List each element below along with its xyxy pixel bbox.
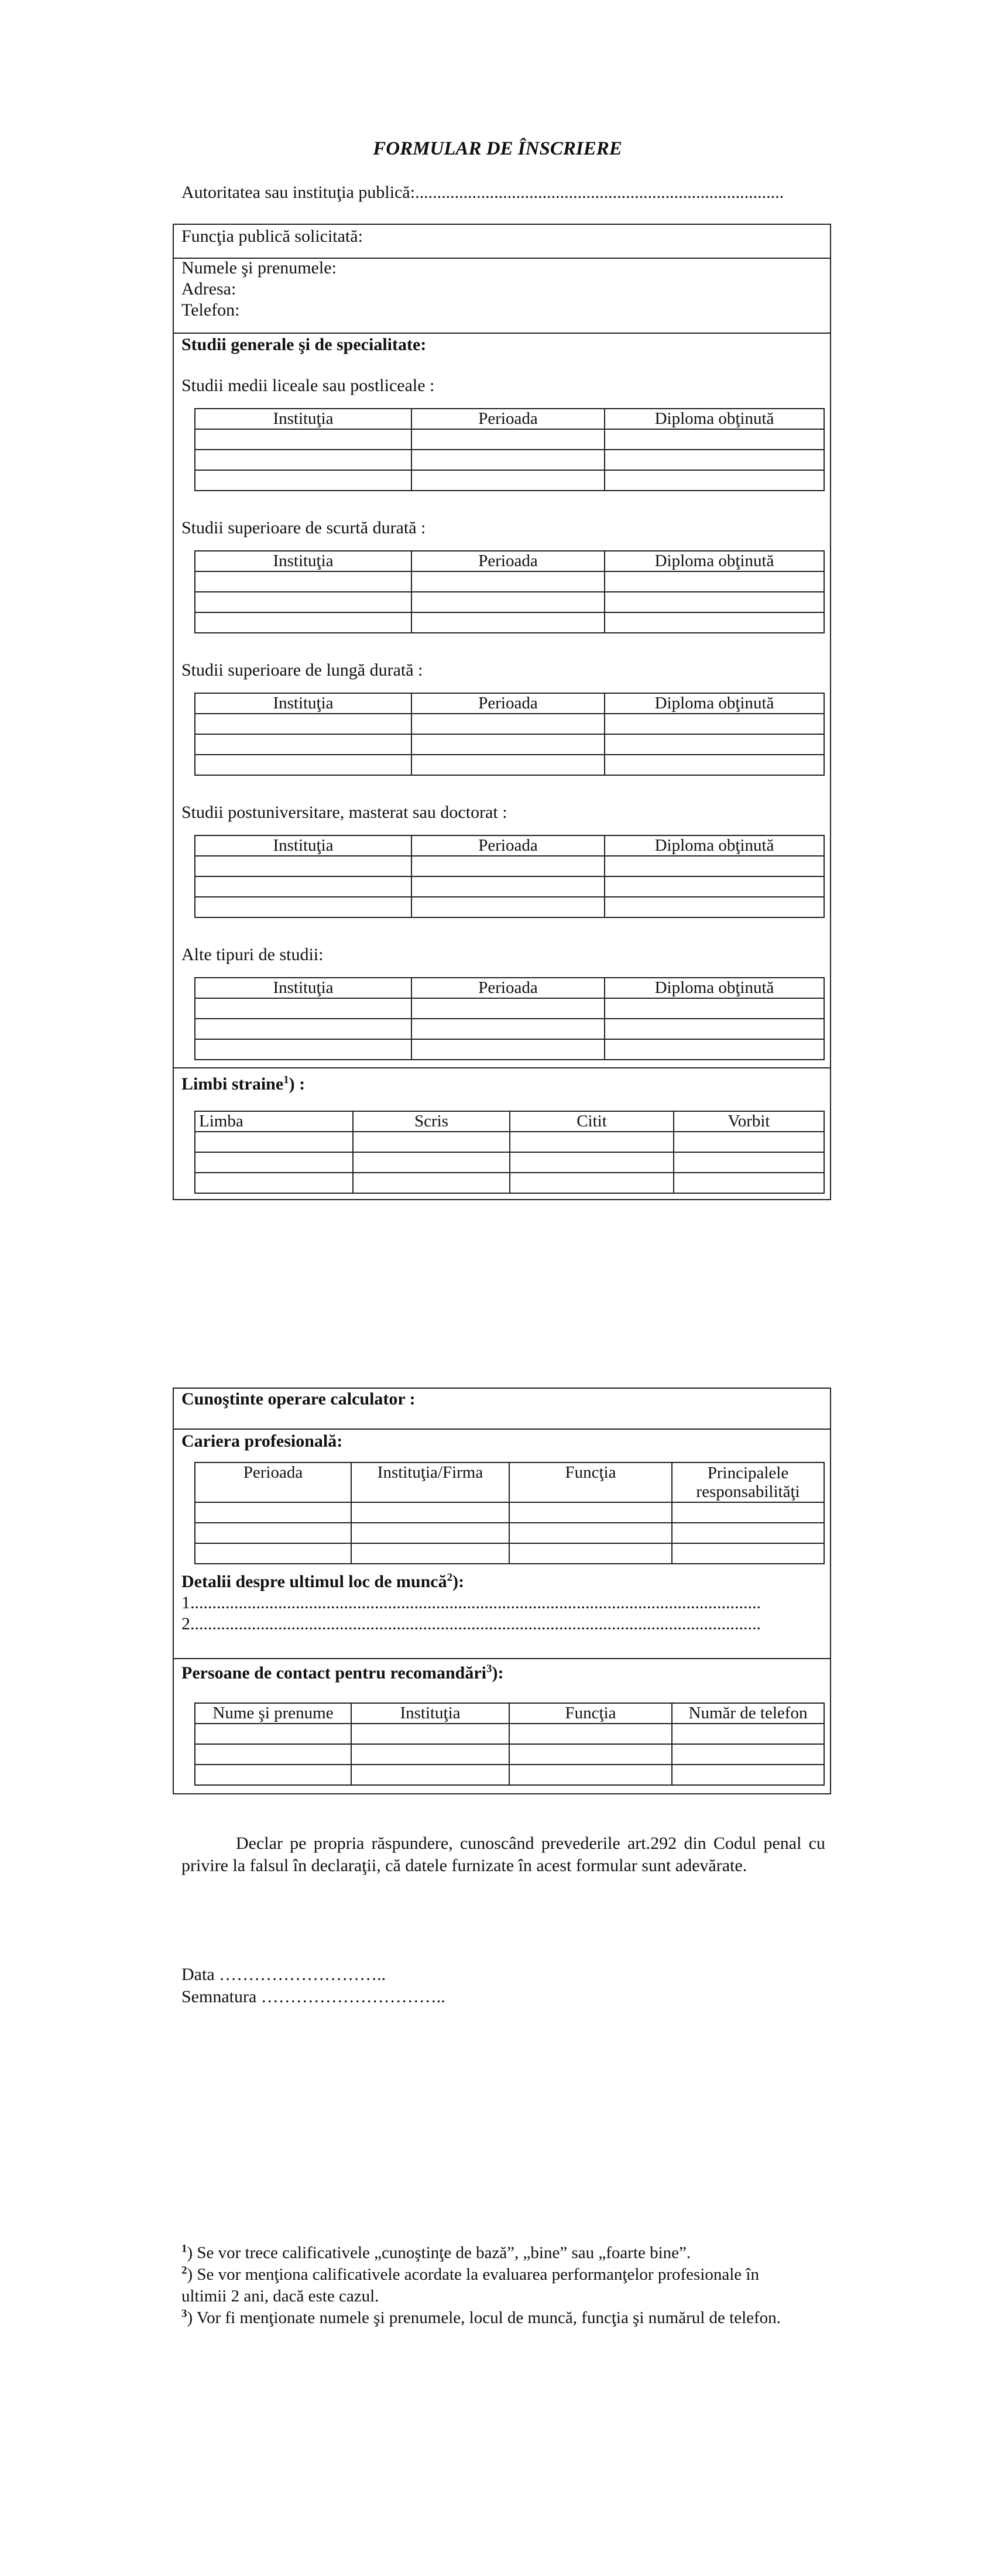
table-row[interactable] bbox=[195, 1173, 824, 1193]
last-job-heading: Detalii despre ultimul loc de muncă$^2$): bbox=[181, 1571, 465, 1591]
contacts-heading: Persoane de contact pentru recomandări$^3$): bbox=[181, 1663, 504, 1683]
table-long-university bbox=[194, 693, 825, 776]
footnote-2: $^2$) Se vor menţiona calificativele acordate la evaluarea performanţelor profesionale în ultimii 2 ani, dacă este cazul. bbox=[181, 2264, 759, 2306]
career-heading: Cariera profesională: bbox=[181, 1431, 343, 1451]
studies-heading: Studii generale şi de specialitate: bbox=[181, 335, 427, 354]
col-header-responsibilities: Principalele responsabilităţi bbox=[672, 1462, 824, 1502]
table-row[interactable] bbox=[195, 592, 824, 612]
address-field[interactable]: Adresa: bbox=[181, 279, 236, 299]
table-high-school bbox=[194, 408, 825, 491]
col-header-institution: Instituţia bbox=[195, 409, 411, 429]
col-header-read: Citit bbox=[510, 1111, 674, 1132]
col-header-diploma: Diploma obţinută bbox=[605, 693, 824, 714]
table-row[interactable] bbox=[195, 734, 824, 755]
table-row[interactable] bbox=[195, 1502, 824, 1523]
table-row[interactable] bbox=[195, 1765, 824, 1785]
table-header-row bbox=[195, 1462, 824, 1502]
table-header-row bbox=[195, 1703, 824, 1724]
col-header-institution: Instituţia bbox=[195, 835, 411, 856]
section-label-high-school: Studii medii liceale sau postliceale : bbox=[181, 376, 435, 395]
col-header-diploma: Diploma obţinută bbox=[605, 978, 824, 998]
table-row[interactable] bbox=[195, 450, 824, 470]
table-row[interactable] bbox=[195, 1132, 824, 1152]
footnote-3: $^3$) Vor fi menţionate numele şi prenumele, locul de muncă, funcţia şi numărul de telefon. bbox=[181, 2307, 781, 2327]
table-header-row bbox=[195, 978, 824, 998]
col-header-institution-firm: Instituţia/Firma bbox=[351, 1462, 509, 1502]
section-label-other-studies: Alte tipuri de studii: bbox=[181, 945, 324, 964]
authority-field[interactable]: Autoritatea sau instituţia publică:.................................................................................... bbox=[181, 183, 784, 202]
table-postgraduate bbox=[194, 835, 825, 918]
col-header-institution: Instituţia bbox=[351, 1703, 509, 1724]
col-header-language: Limba bbox=[195, 1111, 353, 1132]
table-row[interactable] bbox=[195, 1543, 824, 1564]
name-field[interactable]: Numele şi prenumele: bbox=[181, 258, 337, 278]
computer-skills-heading[interactable]: Cunoştinte operare calculator : bbox=[181, 1389, 416, 1409]
col-header-period: Perioada bbox=[411, 978, 605, 998]
table-row[interactable] bbox=[195, 1039, 824, 1060]
section-label-long-university: Studii superioare de lungă durată : bbox=[181, 660, 423, 680]
table-row[interactable] bbox=[195, 571, 824, 592]
table-row[interactable] bbox=[195, 897, 824, 917]
section-label-postgraduate: Studii postuniversitare, masterat sau doctorat : bbox=[181, 803, 507, 822]
table-row[interactable] bbox=[195, 429, 824, 450]
table-short-university bbox=[194, 550, 825, 633]
table-languages bbox=[194, 1111, 825, 1194]
table-row[interactable] bbox=[195, 714, 824, 734]
table-career bbox=[194, 1462, 825, 1564]
section-label-short-university: Studii superioare de scurtă durată : bbox=[181, 518, 426, 537]
footnote-1: $^1$) Se vor trece calificativele „cunoştinţe de bază”, „bine” sau „foarte bine”. bbox=[181, 2242, 691, 2262]
declaration-text: Declar pe propria răspundere, cunoscând prevederile art.292 din Codul penal cu privire la falsul în declaraţii, că datele furnizate în acest formular sunt adevărate. bbox=[181, 1834, 825, 1875]
table-row[interactable] bbox=[195, 612, 824, 633]
table-contacts bbox=[194, 1703, 825, 1786]
table-row[interactable] bbox=[195, 856, 824, 876]
col-header-written: Scris bbox=[353, 1111, 510, 1132]
col-header-institution: Instituţia bbox=[195, 978, 411, 998]
col-header-period: Perioada bbox=[411, 835, 605, 856]
table-row[interactable] bbox=[195, 1019, 824, 1039]
table-header-row bbox=[195, 551, 824, 571]
form-title: FORMULAR DE ÎNSCRIERE bbox=[373, 138, 622, 159]
col-header-diploma: Diploma obţinută bbox=[605, 835, 824, 856]
table-other-studies bbox=[194, 977, 825, 1060]
table-row[interactable] bbox=[195, 470, 824, 491]
col-header-period: Perioada bbox=[411, 693, 605, 714]
col-header-phone: Număr de telefon bbox=[672, 1703, 824, 1724]
col-header-period: Perioada bbox=[411, 409, 605, 429]
table-row[interactable] bbox=[195, 1724, 824, 1744]
table-row[interactable] bbox=[195, 876, 824, 897]
col-header-institution: Instituţia bbox=[195, 551, 411, 571]
col-header-diploma: Diploma obţinută bbox=[605, 409, 824, 429]
col-header-function: Funcţia bbox=[509, 1462, 672, 1502]
last-job-line-2[interactable]: 2.................................................................................................................................. bbox=[181, 1614, 761, 1633]
col-header-name: Nume şi prenume bbox=[195, 1703, 351, 1724]
col-header-spoken: Vorbit bbox=[674, 1111, 824, 1132]
languages-heading: Limbi straine$^1$) : bbox=[181, 1074, 306, 1094]
table-header-row bbox=[195, 409, 824, 429]
position-field[interactable]: Funcţia publică solicitată: bbox=[181, 227, 363, 246]
table-header-row bbox=[195, 835, 824, 856]
table-row[interactable] bbox=[195, 1152, 824, 1173]
table-header-row bbox=[195, 1111, 824, 1132]
col-header-period: Perioada bbox=[411, 551, 605, 571]
col-header-institution: Instituţia bbox=[195, 693, 411, 714]
last-job-line-1[interactable]: 1.................................................................................................................................. bbox=[181, 1593, 761, 1612]
col-header-diploma: Diploma obţinută bbox=[605, 551, 824, 571]
signature-field[interactable]: Semnatura ………………………….. bbox=[181, 1987, 445, 2006]
table-row[interactable] bbox=[195, 1523, 824, 1543]
col-header-function: Funcţia bbox=[509, 1703, 672, 1724]
table-row[interactable] bbox=[195, 1744, 824, 1765]
table-row[interactable] bbox=[195, 755, 824, 775]
table-row[interactable] bbox=[195, 998, 824, 1019]
col-header-period: Perioada bbox=[195, 1462, 351, 1502]
date-field[interactable]: Data ……………………….. bbox=[181, 1965, 386, 1984]
table-header-row bbox=[195, 693, 824, 714]
phone-field[interactable]: Telefon: bbox=[181, 300, 240, 320]
